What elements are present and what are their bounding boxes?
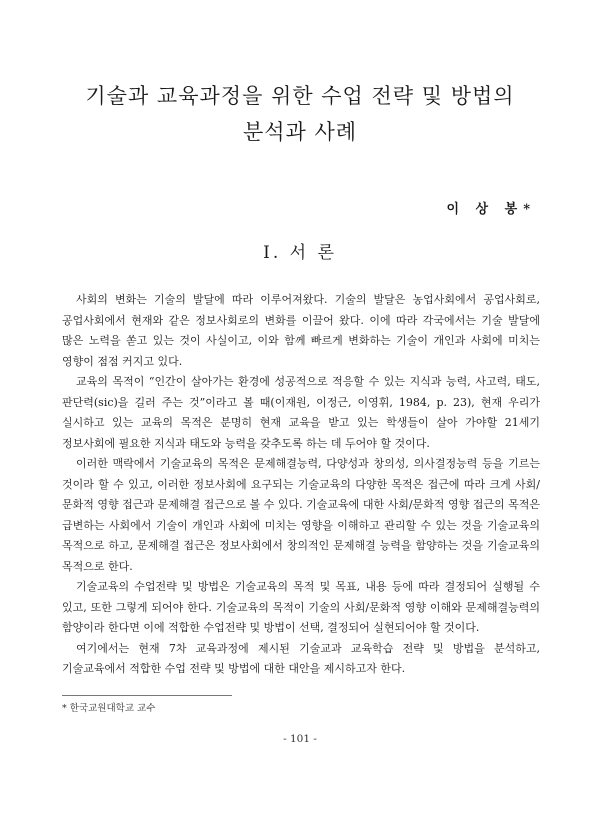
title-line-2: 분석과 사례 [242,120,358,144]
author-name: 이 상 봉* [446,202,536,217]
paragraph-4: 기술교육의 수업전략 및 방법은 기술교육의 목적 및 목표, 내용 등에 따라 결정되어 실행될 수 있고, 또한 그렇게 되어야 한다. 기술교육의 목적이 기술의 사회/문화적 영향 이해와 문제해결능력의 함양이라 한다면 이에 적합한 수업전략 및 방법이 선택, 결정되어 실현되어야 할 것이다. [62,580,540,634]
section-heading: Ⅰ. 서 론 [263,243,337,263]
paragraph-3: 이러한 맥락에서 기술교육의 목적은 문제해결능력, 다양성과 창의성, 의사결정능력 등을 기르는 것이라 할 수 있고, 이러한 정보사회에 요구되는 기술교육의 다양한 목적은 접근에 따라 크게 사회/문화적 영향 접근과 문제해결 접근으로 볼 수 있다. 기술교육에 대한 사회/문화적 영향 접근의 목적은 급변하는 사회에서 기술이 개인과 사회에 미치는 영향을 이해하고 관리할 수 있는 것을 기술교육의 목적으로 하고, 문제해결 접근은 정보사회에서 창의적인 문제해결 능력을 함양하는 것을 기술교육의 목적으로 한다. [62,457,540,573]
footnote: * 한국교원대학교 교수 [62,703,156,714]
footnote-divider [62,695,232,696]
page-number: - 101 - [283,733,317,745]
paragraph-5: 여기에서는 현재 7차 교육과정에 제시된 기술교과 교육학습 전략 및 방법을 분석하고, 기술교육에서 적합한 수업 전략 및 방법에 대한 대안을 제시하고자 한다. [62,641,540,675]
paragraph-1: 사회의 변화는 기술의 발달에 따라 이루어져왔다. 기술의 발달은 농업사회에서 공업사회로, 공업사회에서 현재와 같은 정보사회로의 변화를 이끌어 왔다. 이에 따라 각국에서는 기술 발달에 많은 노력을 쏟고 있는 것이 사실이고, 이와 함께 빠르게 변화하는 기술이 개인과 사회에 미치는 영향이 점점 커지고 있다. [62,293,540,368]
body-text [62,290,540,680]
title-line-1: 기술과 교육과정을 위한 수업 전략 및 방법의 [85,84,515,108]
paragraph-2: 교육의 목적이 “인간이 살아가는 환경에 성공적으로 적응할 수 있는 지식과 능력, 사고력, 태도, 판단력(sic)을 길러 주는 것”이라고 볼 때(이재원, 이정근, 이영휘, 1984, p. 23), 현재 우리가 실시하고 있는 교육의 목적은 분명히 현재 교육을 받고 있는 학생들이 살아 가야할 21세기 정보사회에 필요한 지식과 태도와 능력을 갖추도록 하는 데 두어야 할 것이다. [62,375,540,450]
